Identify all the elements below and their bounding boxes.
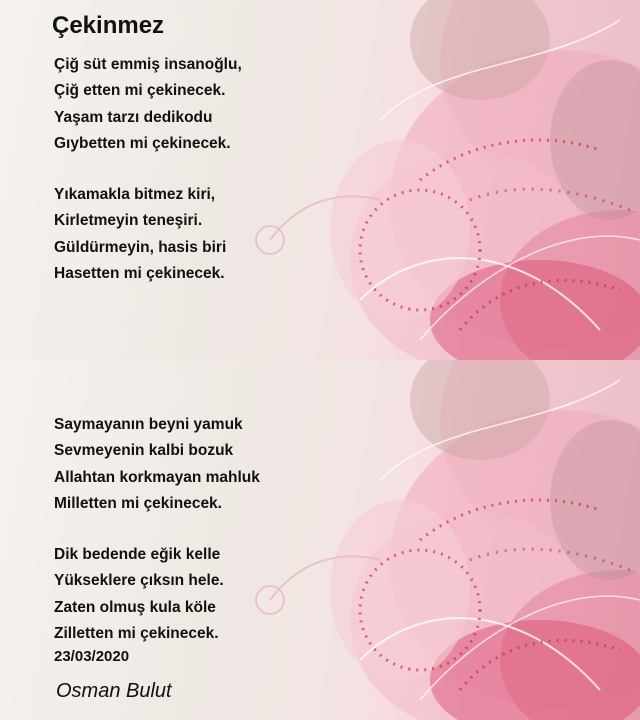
poem-line: Çiğ süt emmiş insanoğlu, xyxy=(54,56,242,73)
poem-line: Güldürmeyin, hasis biri xyxy=(54,238,227,256)
stanza-3 xyxy=(54,412,260,517)
poem-line: Gıybetten mi çekinecek. xyxy=(54,134,231,152)
poem-author: Osman Bulut xyxy=(56,680,172,702)
poem-line: Kirletmeyin teneşiri. xyxy=(54,212,203,230)
poem-date: 23/03/2020 xyxy=(54,648,130,665)
stanza-4 xyxy=(54,542,224,647)
poem-line: Hasetten mi çekinecek. xyxy=(54,264,225,282)
poem-line: Yaşam tarzı dedikodu xyxy=(54,108,213,126)
poem-line: Sevmeyenin kalbi bozuk xyxy=(54,442,234,460)
poem-line: Saymayanın beyni yamuk xyxy=(54,416,243,433)
poem-line: Yıkamakla bitmez kiri, xyxy=(54,186,216,203)
poem-title: Çekinmez xyxy=(52,12,165,39)
poem-line: Dik bedende eğik kelle xyxy=(54,546,221,563)
poem-line: Milletten mi çekinecek. xyxy=(54,494,222,512)
poem-line: Zilletten mi çekinecek. xyxy=(54,624,219,642)
poem-line: Zaten olmuş kula köle xyxy=(54,598,216,616)
stanza-1 xyxy=(54,52,242,157)
poem-line: Çiğ etten mi çekinecek. xyxy=(54,82,226,100)
stanza-2 xyxy=(54,182,226,287)
poem-line: Allahtan korkmayan mahluk xyxy=(54,468,260,486)
poem-line: Yükseklere çıksın hele. xyxy=(54,572,224,590)
